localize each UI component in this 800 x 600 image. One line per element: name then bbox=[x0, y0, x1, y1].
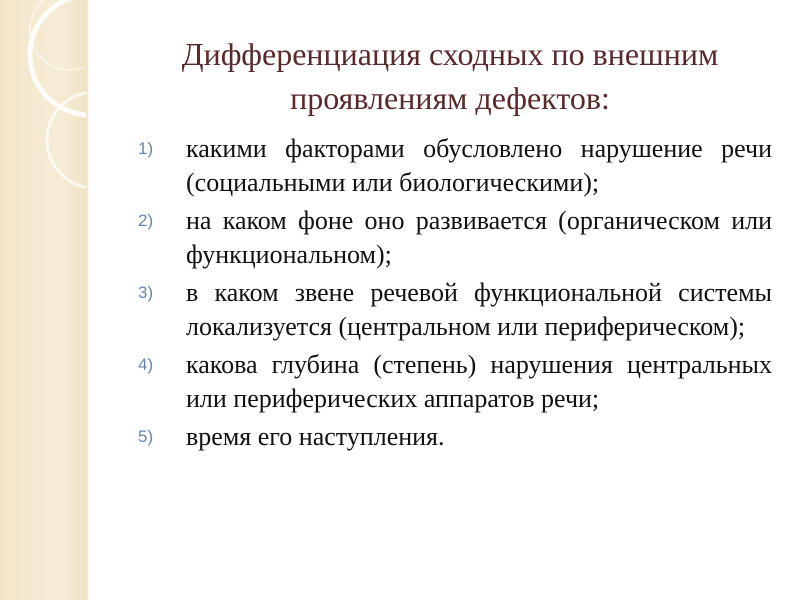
list-item-number: 3) bbox=[138, 283, 154, 302]
list-item-text: какова глубина (степень) нарушения центральных или периферических аппаратов речи; bbox=[186, 350, 772, 413]
slide-title: Дифференциация сходных по внешним проявлениям дефектов: bbox=[181, 36, 719, 116]
list-item bbox=[132, 348, 772, 416]
list-item bbox=[132, 276, 772, 344]
list-item-number: 4) bbox=[138, 355, 154, 374]
list-item-number: 5) bbox=[138, 427, 154, 446]
band-edge-divider bbox=[86, 0, 89, 600]
list-item-number: 2) bbox=[138, 211, 154, 230]
decorative-side-band bbox=[0, 0, 88, 600]
list-item bbox=[132, 420, 772, 454]
list-item bbox=[132, 132, 772, 200]
list-item-number: 1) bbox=[138, 139, 154, 158]
list-item-text: время его наступления. bbox=[186, 422, 445, 451]
list-item-text: какими факторами обусловлено нарушение речи (социальными или биологическими); bbox=[186, 134, 772, 197]
list-item-text: на каком фоне оно развивается (органическом или функциональном); bbox=[186, 206, 772, 269]
criteria-list bbox=[132, 132, 772, 458]
decorative-circles-icon bbox=[0, 0, 88, 600]
list-item bbox=[132, 204, 772, 272]
list-item-text: в каком звене речевой функциональной системы локализуется (центральном или периферическом); bbox=[186, 278, 772, 341]
